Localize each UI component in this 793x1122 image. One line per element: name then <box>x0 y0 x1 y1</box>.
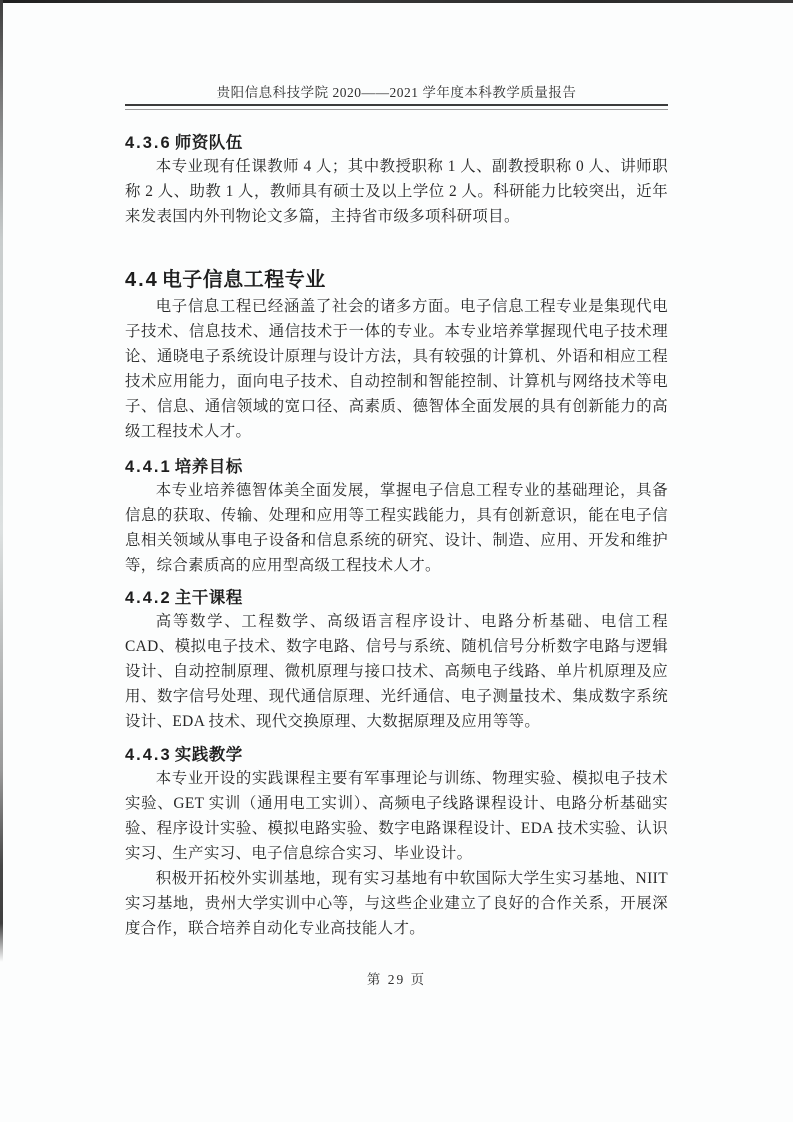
header-rule <box>125 104 668 110</box>
section-number: 4.4.3 <box>125 746 172 764</box>
running-header-title: 贵阳信息科技学院 2020——2021 学年度本科教学质量报告 <box>216 85 577 100</box>
page-number-label: 第 29 页 <box>366 972 427 987</box>
scan-edge-left <box>0 0 3 962</box>
section-number: 4.3.6 <box>125 134 172 152</box>
paragraph-major-overview: 电子信息工程已经涵盖了社会的诸多方面。电子信息工程专业是集现代电子技术、信息技术、通信技术于一体的专业。本专业培养掌握现代电子技术理论、通晓电子系统设计原理与设计方法，具有较强的计算机、外语和相应工程技术应用能力，面向电子技术、自动控制和智能控制、计算机与网络技术等电子、信息、通信领域的宽口径、高素质、德智体全面发展的具有创新能力的高级工程技术人才。 <box>125 298 668 440</box>
section-title: 主干课程 <box>174 589 243 607</box>
paragraph-faculty: 本专业现有任课教师 4 人；其中教授职称 1 人、副教授职称 0 人、讲师职称 2 人、助教 1 人，教师具有硕士及以上学位 2 人。科研能力比较突出，近年来发表国内外刊物论文多篇，主持省市级多项科研项目。 <box>125 158 668 225</box>
section-number: 4.4 <box>125 269 159 291</box>
page-number <box>125 971 668 989</box>
section-title: 培养目标 <box>174 458 243 476</box>
section-title: 电子信息工程专业 <box>161 269 326 291</box>
section-number: 4.4.1 <box>125 458 172 476</box>
section-heading-4-4 <box>125 267 668 294</box>
section-title: 师资队伍 <box>174 134 243 152</box>
section-heading-4-3-6 <box>125 132 668 154</box>
section-heading-4-4-2 <box>125 587 668 609</box>
section-heading-4-4-3 <box>125 744 668 766</box>
running-header <box>125 84 668 101</box>
paragraph-training-objective: 本专业培养德智体美全面发展，掌握电子信息工程专业的基础理论，具备信息的获取、传输、处理和应用等工程实践能力，具有创新意识，能在电子信息相关领域从事电子设备和信息系统的研究、设计、制造、应用、开发和维护等，综合素质高的应用型高级工程技术人才。 <box>125 482 668 574</box>
section-number: 4.4.2 <box>125 589 172 607</box>
paragraph-core-courses: 高等数学、工程数学、高级语言程序设计、电路分析基础、电信工程 CAD、模拟电子技术、数字电路、信号与系统、随机信号分析数字电路与逻辑设计、自动控制原理、微机原理与接口技术、高频电子线路、单片机原理及应用、数字信号处理、现代通信原理、光纤通信、电子测量技术、集成数字系统设计、EDA 技术、现代交换原理、大数据原理及应用等等。 <box>125 613 668 730</box>
section-heading-4-4-1 <box>125 456 668 478</box>
section-title: 实践教学 <box>174 746 243 764</box>
paragraph-training-bases: 积极开拓校外实训基地，现有实习基地有中软国际大学生实习基地、NIIT 实习基地，贵州大学实训中心等，与这些企业建立了良好的合作关系，开展深度合作，联合培养自动化专业高技能人才。 <box>125 870 668 937</box>
paragraph-practical-teaching: 本专业开设的实践课程主要有军事理论与训练、物理实验、模拟电子技术实验、GET 实训（通用电工实训）、高频电子线路课程设计、电路分析基础实验、程序设计实验、模拟电路实验、数字电路课程设计、EDA 技术实验、认识实习、生产实习、电子信息综合实习、毕业设计。 <box>125 770 668 862</box>
document-page <box>125 0 668 989</box>
